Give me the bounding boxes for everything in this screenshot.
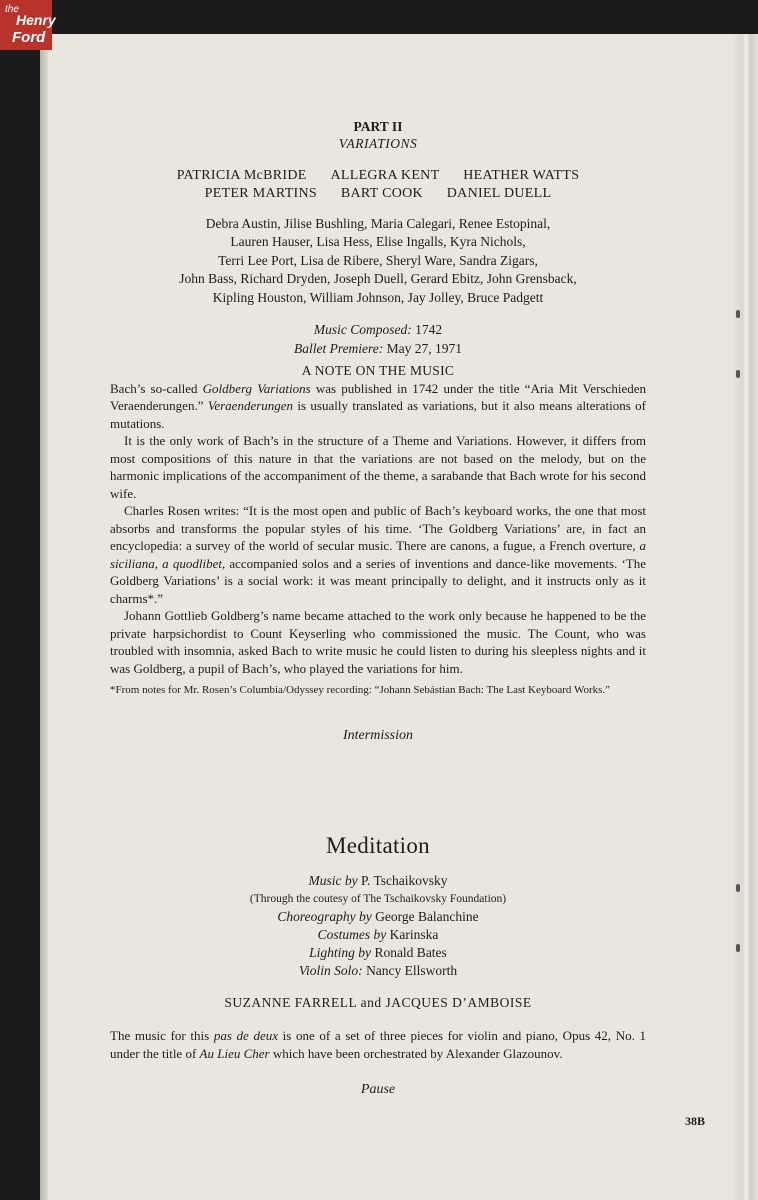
- part-title: PART II: [353, 119, 403, 134]
- principal-name: BART COOK: [340, 185, 423, 201]
- staple-mark: [736, 944, 740, 952]
- staple-mark: [736, 884, 740, 892]
- intermission: Intermission: [343, 728, 413, 744]
- principal-name: PATRICIA McBRIDE: [176, 167, 307, 183]
- credit-label: Costumes by: [317, 927, 387, 943]
- credit-label: Lighting by: [309, 945, 372, 961]
- text-run-italic: a siciliana, a quodlibet,: [110, 538, 646, 571]
- music-composed: [110, 321, 646, 340]
- page-edge: [732, 34, 758, 1200]
- credit-costumes: [110, 926, 646, 944]
- credit-choreography: [110, 908, 646, 926]
- credit-value: George Balanchine: [375, 909, 479, 925]
- credit-label: Music by: [308, 873, 358, 889]
- corps-line: Terri Lee Port, Lisa de Ribere, Sheryl Ware, Sandra Zigars,: [218, 252, 538, 268]
- staple-mark: [736, 310, 740, 318]
- text-run-italic: Au Lieu Cher: [199, 1046, 270, 1062]
- meditation-paragraph: [110, 1027, 646, 1063]
- text-run-italic: Goldberg Variations: [202, 380, 311, 396]
- note-heading: A NOTE ON THE MUSIC: [301, 363, 455, 379]
- principal-name: HEATHER WATTS: [463, 167, 580, 183]
- text-run-italic: pas de deux: [213, 1028, 279, 1044]
- page-gutter: [40, 34, 48, 1200]
- logo-ford: Ford: [12, 29, 46, 46]
- credit-violin: [110, 962, 646, 980]
- logo-the: the: [5, 4, 19, 15]
- text-run: is one of a set of three pieces for violin and piano, Opus 42, No. 1 under the title of: [110, 1028, 646, 1062]
- staple-mark: [736, 370, 740, 378]
- page-number: 38B: [685, 1114, 706, 1128]
- credit-courtesy: (Through the coutesy of The Tschaikovsky Foundation): [249, 893, 507, 906]
- corps-line: John Bass, Richard Dryden, Joseph Duell, Gerard Ebitz, John Grensback,: [179, 271, 577, 287]
- credit-value: Karinska: [389, 927, 439, 943]
- corps-list: [110, 215, 646, 308]
- note-paragraph-3: [110, 502, 646, 607]
- corps-line: Lauren Hauser, Lisa Hess, Elise Ingalls, Kyra Nichols,: [230, 234, 526, 250]
- text-run: was published in 1742 under the title “Aria Mit Verschieden Veraenderungen.”: [110, 380, 646, 414]
- credit-label: Violin Solo:: [298, 963, 363, 979]
- logo-henry: Henry: [16, 12, 56, 28]
- ballet-premiere: [110, 340, 646, 359]
- note-paragraph-4: Johann Gottlieb Goldberg’s name became attached to the work only because he happened to be the private harpsichordist to Count Keyserling who commissioned the music. The Count, who was troubled with insomnia, asked Bach to write music he could listen to during his sleepless nights and it was Goldberg, a pupil of Bach’s, who played the variations for him.: [110, 608, 646, 676]
- note-paragraph-2: It is the only work of Bach’s in the structure of a Theme and Variations. However, it differs from most compositions of this nature in that the variations are not based on the melody, but on the harmonic implications of the accompaniment of the theme, a sarabande that Bach wrote for his second wife.: [110, 433, 646, 501]
- pause: Pause: [360, 1082, 396, 1098]
- ballet-meta: [110, 321, 646, 358]
- premiere-value: May 27, 1971: [386, 340, 463, 356]
- text-run: accompanied solos and a series of inventions and dance-like movements. ‘The Goldberg Variations’ is a social work: it was meant principally to delight, and it instructs only as it charms*.”: [110, 555, 646, 606]
- principals-row: [110, 185, 646, 203]
- meditation-dancers: SUZANNE FARRELL and JACQUES D’AMBOISE: [224, 995, 532, 1011]
- principals-row: [110, 167, 646, 185]
- principal-name: PETER MARTINS: [204, 185, 318, 201]
- part-subtitle: VARIATIONS: [338, 136, 418, 152]
- corps-line: Debra Austin, Jilise Bushling, Maria Calegari, Renee Estopinal,: [205, 215, 551, 231]
- credit-lighting: [110, 944, 646, 962]
- music-composed-label: Music Composed:: [313, 322, 412, 338]
- credit-label: Choreography by: [277, 909, 372, 925]
- credit-value: Ronald Bates: [374, 945, 447, 961]
- meditation-title: Meditation: [326, 832, 430, 858]
- text-run: The music for this: [110, 1028, 214, 1044]
- credit-music: [110, 872, 646, 890]
- henry-ford-logo: [0, 0, 56, 50]
- principal-name: ALLEGRA KENT: [330, 167, 440, 183]
- note-paragraph-1: [110, 380, 646, 433]
- music-composed-value: 1742: [415, 322, 443, 338]
- text-run: Bach’s so-called: [110, 380, 203, 396]
- credit-value: P. Tschaikovsky: [360, 873, 448, 889]
- footnote: *From notes for Mr. Rosen’s Columbia/Odyssey recording: “Johann Sebástian Bach: The Last Keyboard Works.”: [110, 684, 611, 697]
- text-run-italic: Veraenderungen: [207, 398, 294, 414]
- page-content: [110, 84, 646, 1099]
- text-run: Charles Rosen writes: “It is the most open and public of Bach’s keyboard works, the one that most absorbs and transforms the popular styles of his time. ‘The Goldberg Variations’ are, in fact an encyclopedia: a survey of the world of secular music. There are canons, a fugue, a French overture,: [110, 503, 646, 554]
- principal-name: DANIEL DUELL: [446, 185, 552, 201]
- text-run: which have been orchestrated by Alexander Glazounov.: [269, 1046, 563, 1062]
- text-run: is usually translated as variations, but it also means alterations of mutations.: [110, 398, 647, 431]
- principal-dancers: [110, 167, 646, 203]
- meditation-credits: [110, 872, 646, 980]
- corps-line: Kipling Houston, William Johnson, Jay Jolley, Bruce Padgett: [212, 289, 544, 305]
- program-page: [40, 34, 758, 1200]
- premiere-label: Ballet Premiere:: [293, 340, 384, 356]
- credit-value: Nancy Ellsworth: [366, 963, 458, 979]
